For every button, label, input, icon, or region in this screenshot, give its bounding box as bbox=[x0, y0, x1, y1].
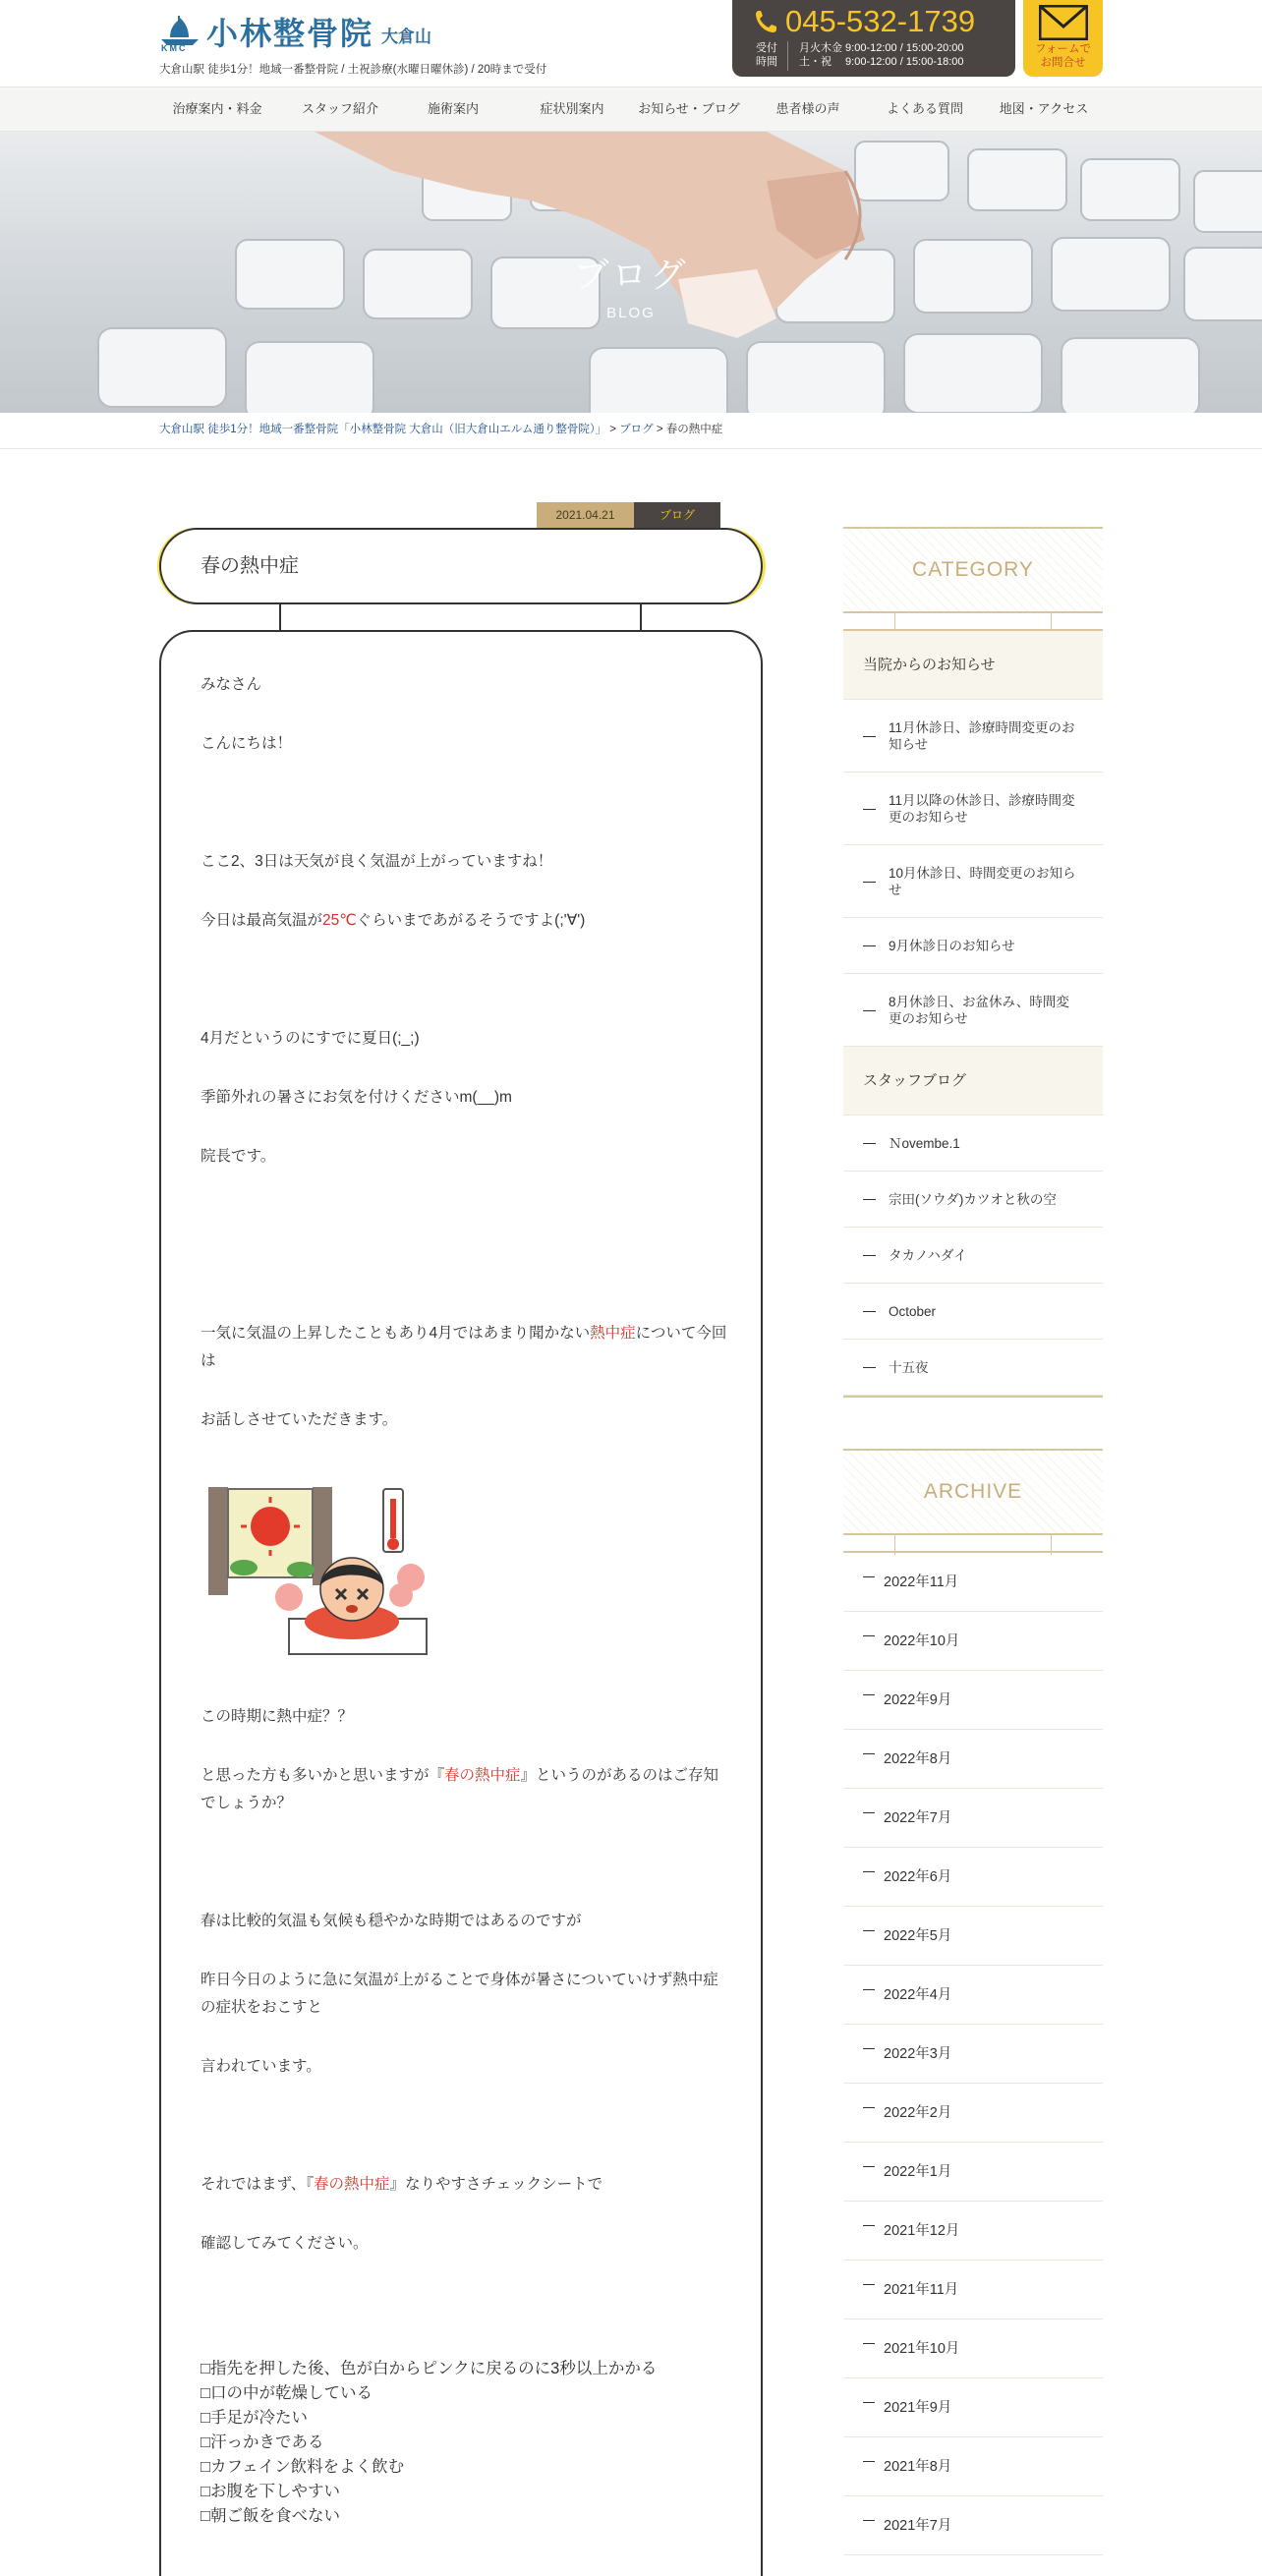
post-date: 2021.04.21 bbox=[537, 502, 634, 528]
breadcrumb-separator: > bbox=[653, 424, 666, 435]
phone-contact[interactable] bbox=[732, 0, 1015, 77]
post-paragraph: この時期に熱中症？？ bbox=[201, 1708, 354, 1725]
post-paragraph: 一気に気温の上昇したこともあり4月ではあまり聞かない熱中症について今回は bbox=[201, 1325, 727, 1369]
archive-month-link[interactable]: 2022年6月 bbox=[843, 1848, 1103, 1907]
post-body bbox=[159, 630, 763, 2576]
post-title: 春の熱中症 bbox=[201, 555, 299, 577]
checklist-item: □口の中が乾燥している bbox=[201, 2384, 373, 2402]
checklist-item: □汗っかきである bbox=[201, 2433, 324, 2451]
category-post-link[interactable]: 8月休診日、お盆休み、時間変更のお知らせ bbox=[843, 974, 1103, 1047]
archive-month-link[interactable]: 2022年8月 bbox=[843, 1730, 1103, 1789]
post-paragraph: ここ2、3日は天気が良く気温が上がっていますね！ bbox=[201, 853, 553, 870]
post-paragraph: お話しさせていただきます。 bbox=[201, 1411, 398, 1428]
category-post-link[interactable]: 10月休診日、時間変更のお知らせ bbox=[843, 845, 1103, 918]
nav-services[interactable]: 施術案内 bbox=[427, 101, 479, 116]
contact-form-label: フォームで お問合せ bbox=[1035, 43, 1091, 69]
hours-text: 月火木金 9:00-12:00 / 15:00-20:00 土・祝 9:00-12:00 / 15:00-18:00 bbox=[799, 42, 964, 68]
category-post-link[interactable]: Ｎovembe.1 bbox=[843, 1116, 1103, 1172]
breadcrumb-home[interactable]: 大倉山駅 徒歩1分！地域一番整骨院「小林整骨院 大倉山（旧大倉山エルム通り整骨院）」 bbox=[159, 424, 607, 435]
category-post-link[interactable]: October bbox=[843, 1284, 1103, 1340]
post-paragraph: 今日は最高気温が25℃ぐらいまであがるそうですよ(;'∀') bbox=[201, 912, 586, 929]
nav-symptoms[interactable]: 症状別案内 bbox=[540, 101, 604, 116]
logo-mark-text: KMC bbox=[161, 43, 188, 53]
post-title-box bbox=[159, 528, 763, 604]
post-paragraph: 確認してみてください。 bbox=[201, 2235, 369, 2252]
contact-form-button[interactable] bbox=[1023, 0, 1103, 77]
post-paragraph: 季節外れの暑さにお気を付けくださいm(__)m bbox=[201, 1089, 512, 1106]
highlight-text: 春の熱中症 bbox=[314, 2176, 390, 2193]
nav-access[interactable]: 地図・アクセス bbox=[999, 101, 1089, 116]
highlight-text: 熱中症 bbox=[590, 1325, 636, 1342]
connector-line bbox=[279, 604, 281, 630]
category-list bbox=[843, 629, 1103, 1398]
nav-treatment-fees[interactable]: 治療案内・料金 bbox=[172, 101, 262, 116]
archive-month-link[interactable]: 2021年8月 bbox=[843, 2437, 1103, 2496]
site-header bbox=[0, 0, 1262, 86]
archive-month-link[interactable]: 2022年10月 bbox=[843, 1612, 1103, 1671]
phone-number[interactable]: 045-532-1739 bbox=[785, 4, 976, 38]
post-paragraph: 春は比較的気温も気候も穏やかな時期ではあるのですが bbox=[201, 1913, 582, 1929]
archive-list bbox=[843, 1551, 1103, 2555]
category-post-link[interactable]: 十五夜 bbox=[843, 1340, 1103, 1396]
highlight-text: 25℃ bbox=[322, 912, 357, 929]
archive-month-link[interactable]: 2022年11月 bbox=[843, 1553, 1103, 1612]
nav-news-blog[interactable]: お知らせ・ブログ bbox=[638, 101, 740, 116]
nav-staff[interactable]: スタッフ紹介 bbox=[301, 101, 378, 116]
post-paragraph: みなさん bbox=[201, 676, 262, 693]
breadcrumb-current: 春の熱中症 bbox=[665, 424, 723, 435]
hero-subtitle: BLOG bbox=[606, 305, 656, 321]
archive-month-link[interactable]: 2022年1月 bbox=[843, 2143, 1103, 2202]
post-paragraph: 昨日今日のように急に気温が上がることで身体が暑さについていけず熱中症の症状をおこすと bbox=[201, 1972, 718, 2016]
breadcrumb-blog[interactable]: ブログ bbox=[619, 424, 654, 435]
archive-month-link[interactable]: 2022年7月 bbox=[843, 1789, 1103, 1848]
envelope-icon bbox=[1039, 5, 1088, 40]
archive-month-link[interactable]: 2022年2月 bbox=[843, 2084, 1103, 2143]
highlight-text: 春の熱中症 bbox=[444, 1767, 521, 1784]
archive-month-link[interactable]: 2022年5月 bbox=[843, 1907, 1103, 1966]
archive-month-link[interactable]: 2022年9月 bbox=[843, 1671, 1103, 1730]
category-post-link[interactable]: 11月以降の休診日、診療時間変更のお知らせ bbox=[843, 773, 1103, 845]
logo-name: 小林整骨院 bbox=[206, 16, 374, 51]
checklist-item: □お腹を下しやすい bbox=[201, 2483, 340, 2500]
site-logo[interactable] bbox=[159, 14, 431, 53]
nav-faq[interactable]: よくある質問 bbox=[886, 101, 963, 116]
archive-month-link[interactable]: 2021年9月 bbox=[843, 2378, 1103, 2437]
checklist-item: □朝ご飯を食べない bbox=[201, 2507, 340, 2525]
phone-icon bbox=[754, 9, 777, 34]
post-paragraph: と思った方も多いかと思いますが『春の熱中症』というのがあるのはご存知でしょうか？ bbox=[201, 1767, 719, 1811]
divider bbox=[0, 448, 1262, 449]
checklist-item: □カフェイン飲料をよく飲む bbox=[201, 2458, 405, 2476]
archive-month-link[interactable]: 2022年3月 bbox=[843, 2025, 1103, 2084]
sidebar-category-title: CATEGORY bbox=[843, 527, 1103, 613]
sidebar-archive-title: ARCHIVE bbox=[843, 1449, 1103, 1535]
category-group-news[interactable]: 当院からのお知らせ bbox=[843, 631, 1103, 700]
connector-line bbox=[640, 604, 642, 630]
archive-month-link[interactable]: 2022年4月 bbox=[843, 1966, 1103, 2025]
hours-divider bbox=[787, 41, 788, 71]
heatstroke-illustration bbox=[204, 1479, 432, 1662]
post-paragraph: こんにちは！ bbox=[201, 735, 293, 752]
hours-label: 受付 時間 bbox=[756, 42, 777, 68]
page-hero bbox=[0, 132, 1262, 413]
category-group-staff-blog[interactable]: スタッフブログ bbox=[843, 1047, 1103, 1116]
archive-month-link[interactable]: 2021年10月 bbox=[843, 2319, 1103, 2378]
post-paragraph: 言われています。 bbox=[201, 2058, 321, 2075]
hero-title: ブログ bbox=[573, 255, 689, 295]
post-category-badge[interactable]: ブログ bbox=[634, 502, 720, 528]
tagline: 大倉山駅 徒歩1分！地域一番整骨院 / 土祝診療(水曜日曜休診) / 20時まで受付 bbox=[159, 64, 547, 76]
breadcrumb-separator: > bbox=[606, 424, 620, 435]
archive-month-link[interactable]: 2021年7月 bbox=[843, 2496, 1103, 2555]
archive-month-link[interactable]: 2021年11月 bbox=[843, 2261, 1103, 2319]
archive-month-link[interactable]: 2021年12月 bbox=[843, 2202, 1103, 2261]
nav-testimonials[interactable]: 患者様の声 bbox=[775, 101, 840, 116]
ship-logo-icon bbox=[159, 14, 201, 53]
post-paragraph: 院長です。 bbox=[201, 1148, 276, 1165]
post-paragraph: それではまず、『春の熱中症』なりやすさチェックシートで bbox=[201, 2176, 603, 2193]
checklist-item: □手足が冷たい bbox=[201, 2409, 308, 2427]
category-post-link[interactable]: 宗田(ソウダ)カツオと秋の空 bbox=[843, 1172, 1103, 1228]
category-post-link[interactable]: 9月休診日のお知らせ bbox=[843, 918, 1103, 974]
global-nav bbox=[0, 86, 1262, 132]
breadcrumb bbox=[159, 421, 722, 436]
category-post-link[interactable]: タカノハダイ bbox=[843, 1228, 1103, 1284]
checklist-item: □指先を押した後、色が白からピンクに戻るのに3秒以上かかる bbox=[201, 2360, 658, 2377]
checklist bbox=[201, 2357, 657, 2529]
logo-location: 大倉山 bbox=[381, 28, 432, 46]
post-paragraph: 4月だというのにすでに夏日(;_;) bbox=[201, 1030, 420, 1047]
category-post-link[interactable]: 11月休診日、診療時間変更のお知らせ bbox=[843, 700, 1103, 773]
